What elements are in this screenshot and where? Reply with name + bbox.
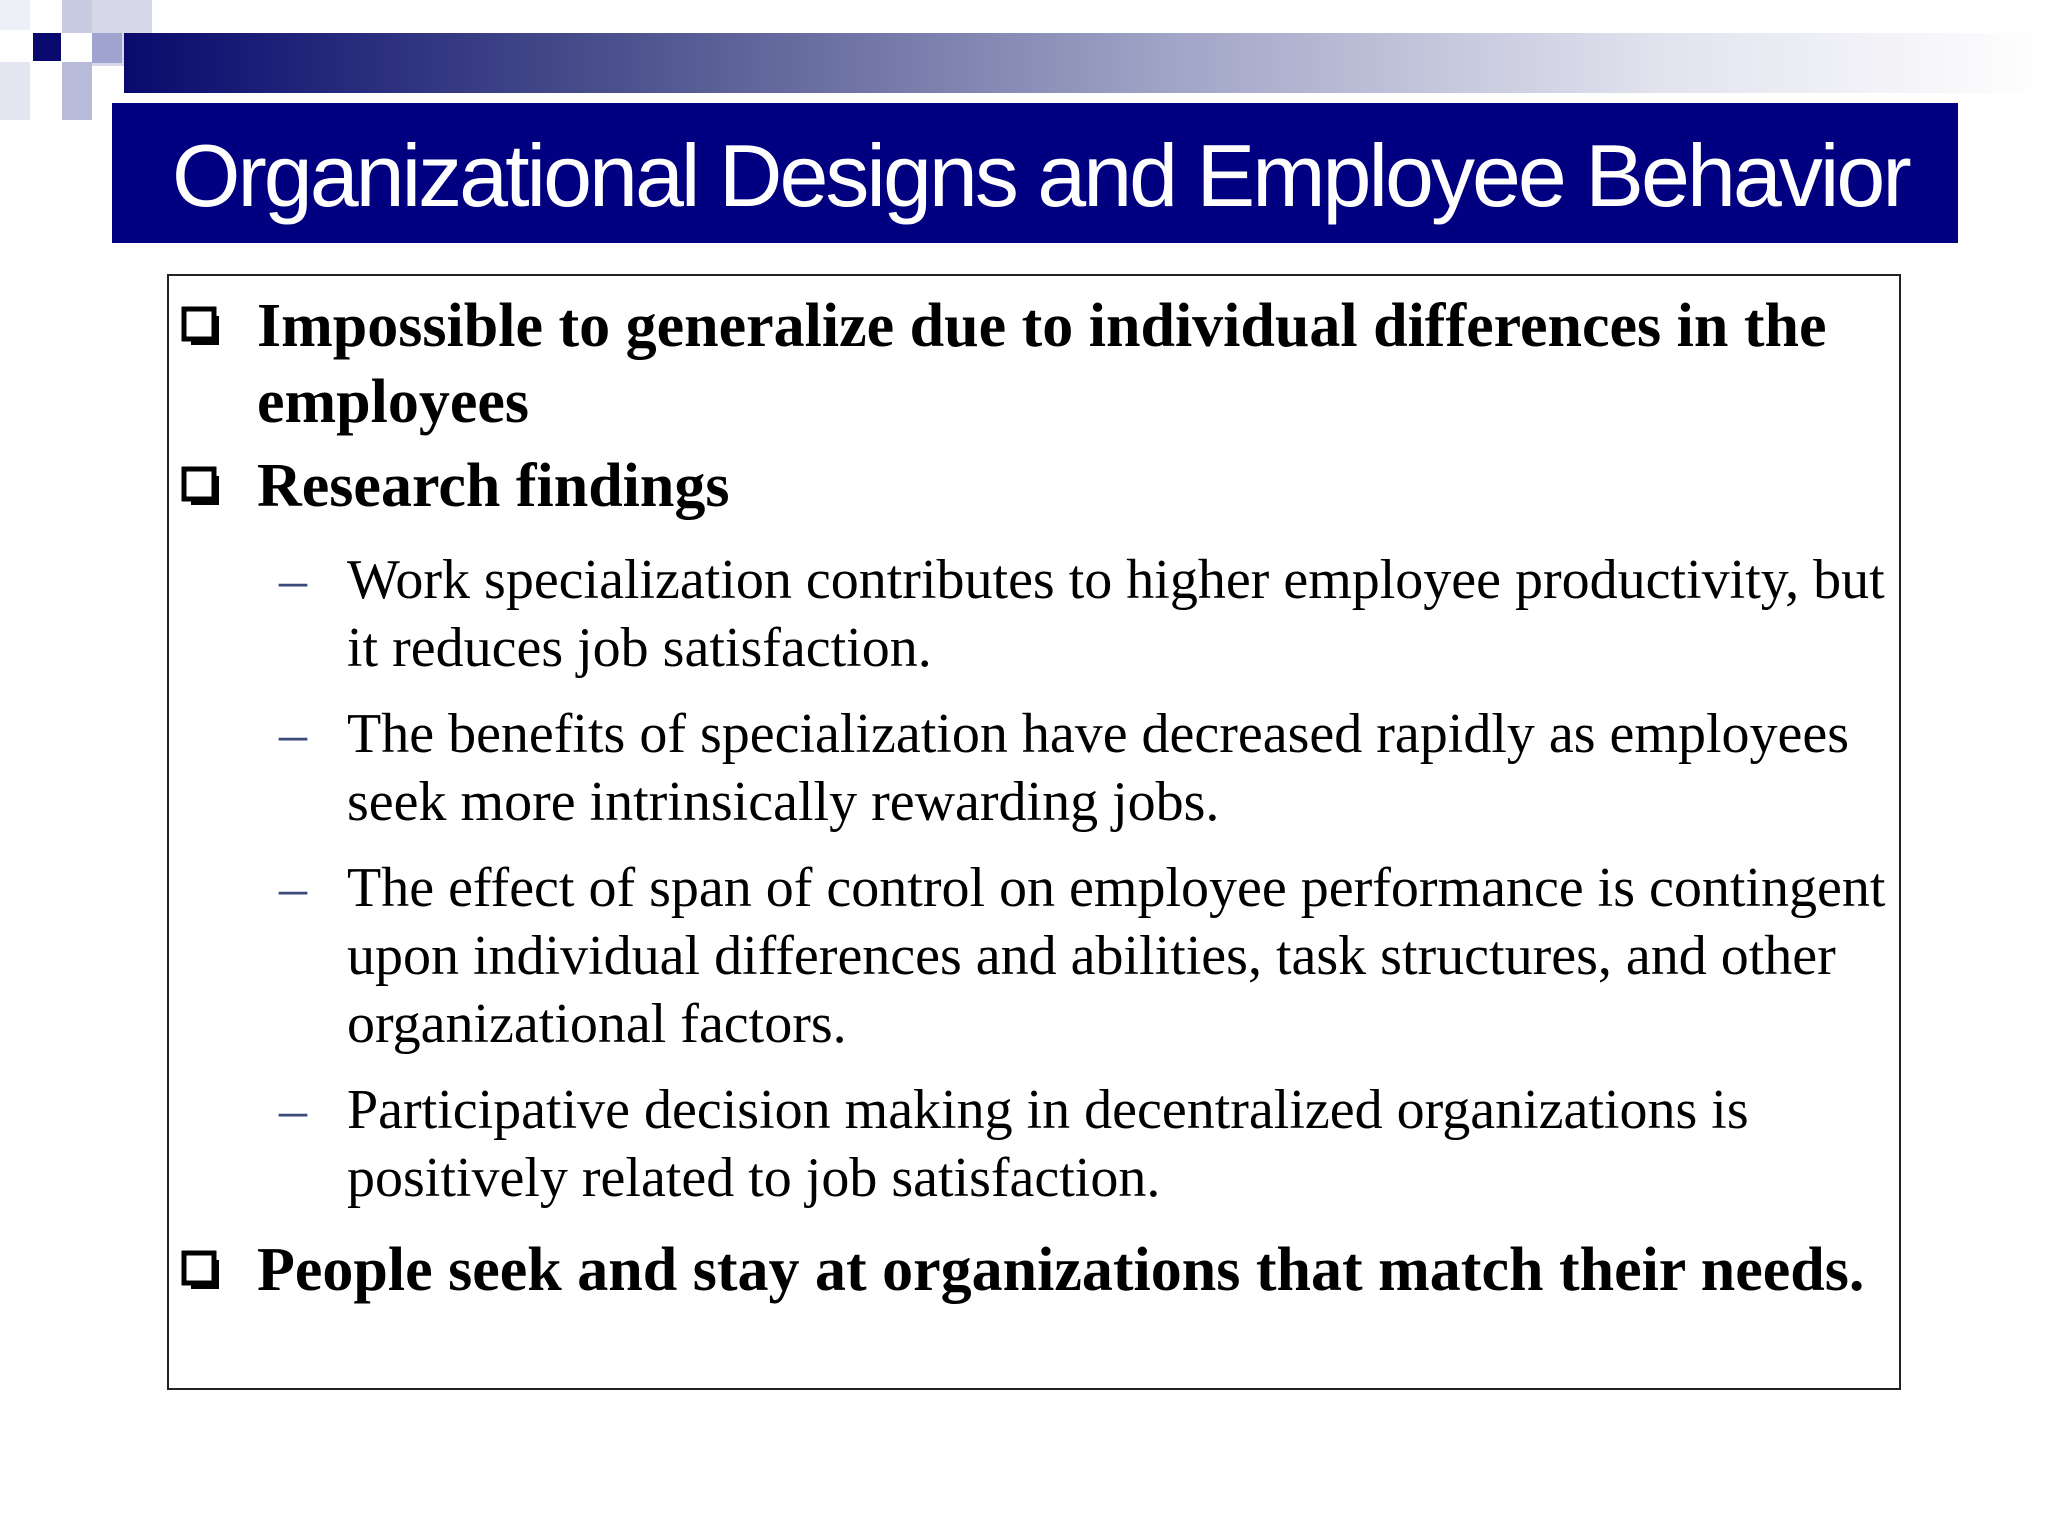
sub-bullet-item	[169, 854, 1899, 1064]
sub-bullet-item	[169, 546, 1899, 686]
bullet-text: People seek and stay at organizations that match their needs.	[257, 1236, 1865, 1304]
checkbox-bullet-icon	[181, 466, 221, 506]
dash-bullet: –	[279, 1079, 307, 1141]
decorative-square	[62, 0, 92, 33]
checkbox-bullet-icon	[181, 306, 221, 346]
decorative-square-dark	[33, 33, 61, 61]
sub-bullet-text: Work specialization contributes to higher employee productivity, but it reduces job satisfaction.	[347, 549, 1885, 679]
sub-bullet-item	[169, 1076, 1899, 1216]
decorative-square	[92, 33, 122, 63]
sub-bullet-text: Participative decision making in decentralized organizations is positively related to job satisfaction.	[347, 1079, 1749, 1209]
header-gradient-bar	[124, 33, 2048, 93]
slide-title: Organizational Designs and Employee Behavior	[172, 126, 1909, 225]
dash-bullet: –	[279, 549, 307, 611]
content-box	[167, 274, 1901, 1390]
sub-bullet-text: The benefits of specialization have decreased rapidly as employees seek more intrinsically rewarding jobs.	[347, 703, 1850, 833]
decorative-square	[0, 0, 30, 30]
bullet-text: Research findings	[257, 452, 730, 520]
sub-bullet-text: The effect of span of control on employee performance is contingent upon individual differences and abilities, task structures, and other organizational factors.	[347, 857, 1886, 1055]
dash-bullet: –	[279, 857, 307, 919]
checkbox-bullet-icon	[181, 1250, 221, 1290]
sub-bullet-item	[169, 700, 1899, 840]
decorative-square	[0, 62, 30, 120]
dash-bullet: –	[279, 703, 307, 765]
decorative-square	[62, 62, 92, 120]
bullet-text: Impossible to generalize due to individual differences in the employees	[257, 292, 1827, 436]
